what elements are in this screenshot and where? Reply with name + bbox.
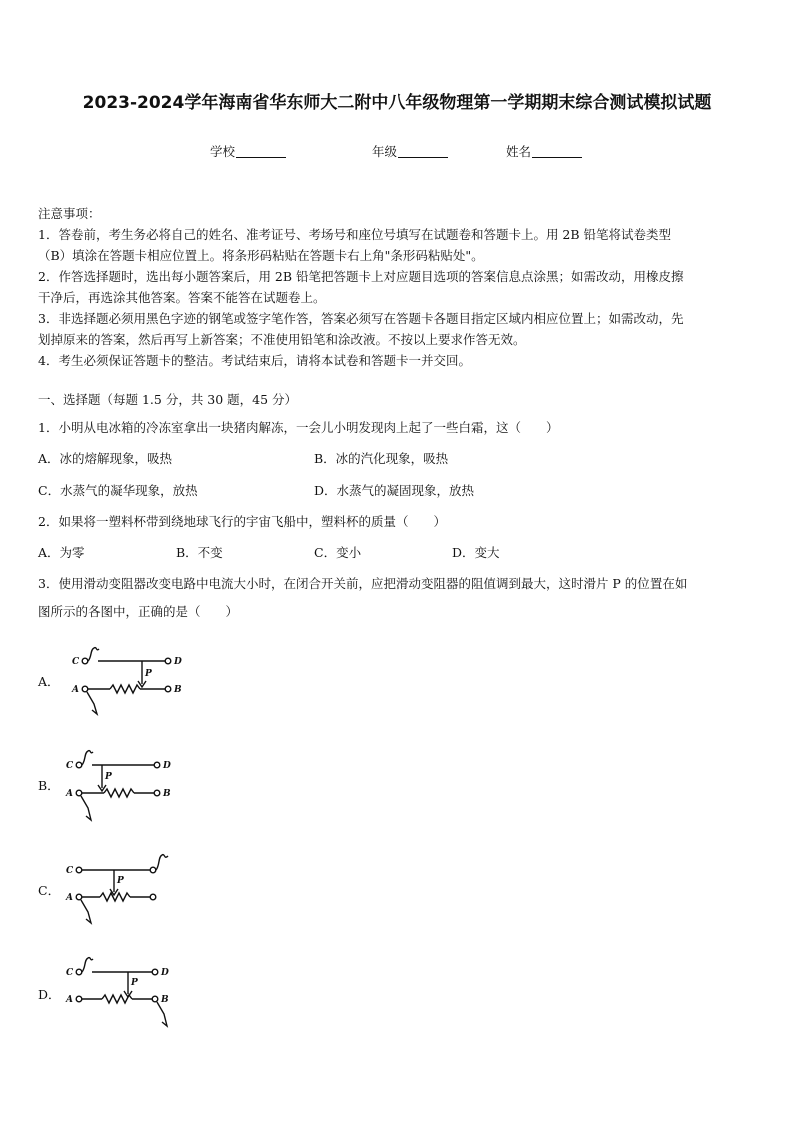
note-line: 划掉原来的答案，然后再写上新答案；不准使用铅笔和涂改液。不按以上要求作答无效。 [38, 332, 526, 347]
question-2-stem: 2．如果将一塑料杯带到绕地球飞行的宇宙飞船中，塑料杯的质量（ ） [38, 514, 446, 529]
note-line: 4．考生必须保证答题卡的整洁。考试结束后，请将本试卷和答题卡一并交回。 [38, 353, 471, 368]
q3-circuit-c [62, 846, 192, 936]
school-field [210, 142, 286, 160]
terminal-c-label: C [66, 761, 74, 771]
question-3-stem-cont: 图所示的各图中，正确的是（ ） [38, 604, 239, 619]
q3-option-a-label[interactable]: A． [38, 674, 60, 689]
slider-p-label: P [105, 772, 112, 782]
q3-option-c-label[interactable]: C． [38, 883, 61, 898]
question-1-stem: 1．小明从电冰箱的冷冻室拿出一块猪肉解冻，一会儿小明发现肉上起了一些白霜，这（ ） [38, 420, 559, 435]
slider-p-label: P [117, 876, 124, 886]
terminal-c-label: C [66, 866, 74, 876]
terminal-d-label: D [163, 761, 171, 771]
terminal-c-label: C [72, 657, 80, 667]
terminal-d-label: D [174, 657, 182, 667]
terminal-b-label: B [174, 685, 182, 695]
slider-p-label: P [131, 978, 138, 988]
q3-circuit-d [62, 950, 192, 1040]
terminal-b-label: B [163, 789, 171, 799]
name-label: 姓名 [506, 144, 532, 159]
note-line: 3．非选择题必须用黑色字迹的钢笔或签字笔作答，答案必须写在答题卡各题目指定区域内相应位置上；如需改动，先 [38, 311, 684, 326]
terminal-a-label: A [72, 685, 79, 695]
terminal-b-label: B [161, 995, 169, 1005]
terminal-a-label: A [66, 893, 73, 903]
grade-label: 年级 [372, 144, 398, 159]
q2-option-d[interactable]: D．变大 [452, 545, 500, 560]
notes-heading: 注意事项： [38, 206, 101, 221]
q2-option-c[interactable]: C．变小 [314, 545, 362, 560]
q1-option-b[interactable]: B．冰的汽化现象，吸热 [314, 451, 449, 466]
note-line: 1．答卷前，考生务必将自己的姓名、准考证号、考场号和座位号填写在试题卷和答题卡上。用 2B 铅笔将试卷类型 [38, 227, 672, 242]
q3-option-b-label[interactable]: B． [38, 778, 60, 793]
note-line: 2．作答选择题时，选出每小题答案后，用 2B 铅笔把答题卡上对应题目选项的答案信息点涂黑；如需改动，用橡皮擦 [38, 269, 684, 284]
q3-circuit-a [70, 640, 190, 720]
q1-option-d[interactable]: D．水蒸气的凝固现象，放热 [314, 483, 475, 498]
name-blank[interactable] [532, 144, 582, 158]
slider-p-label: P [145, 669, 152, 679]
name-field [506, 142, 582, 160]
q3-option-d-label[interactable]: D． [38, 987, 61, 1002]
page-title: 2023-2024学年海南省华东师大二附中八年级物理第一学期期末综合测试模拟试题 [82, 93, 712, 113]
grade-blank[interactable] [398, 144, 448, 158]
terminal-a-label: A [66, 789, 73, 799]
terminal-c-label: C [66, 968, 74, 978]
section-heading: 一、选择题（每题 1.5 分，共 30 题，45 分） [38, 392, 298, 407]
q1-option-c[interactable]: C．水蒸气的凝华现象，放热 [38, 483, 198, 498]
question-3-stem: 3．使用滑动变阻器改变电路中电流大小时，在闭合开关前，应把滑动变阻器的阻值调到最大，这时滑片 P 的位置在如 [38, 576, 688, 591]
note-line: （B）填涂在答题卡相应位置上。将条形码粘贴在答题卡右上角"条形码粘贴处"。 [38, 248, 484, 263]
note-line: 干净后，再选涂其他答案。答案不能答在试题卷上。 [38, 290, 326, 305]
q2-option-b[interactable]: B．不变 [176, 545, 223, 560]
school-label: 学校 [210, 144, 236, 159]
q1-option-a[interactable]: A．冰的熔解现象，吸热 [38, 451, 173, 466]
school-blank[interactable] [236, 144, 286, 158]
q3-circuit-b [62, 742, 182, 832]
terminal-a-label: A [66, 995, 73, 1005]
terminal-d-label: D [161, 968, 169, 978]
q2-option-a[interactable]: A．为零 [38, 545, 85, 560]
grade-field [372, 142, 448, 160]
